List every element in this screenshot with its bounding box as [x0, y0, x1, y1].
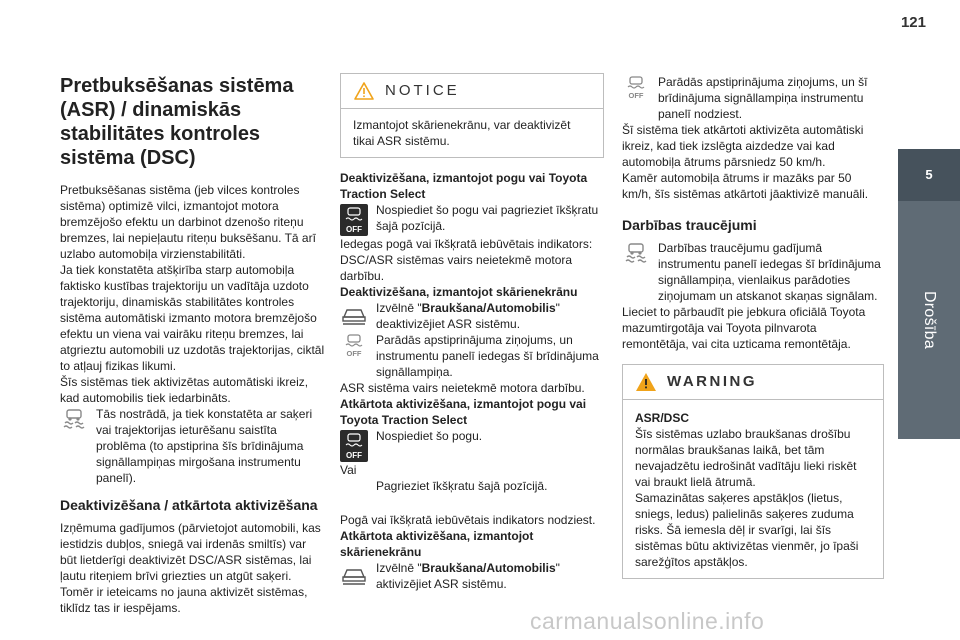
skid-warning-lamp-icon: [60, 408, 88, 432]
confirmation-message-text: Parādās apstiprinājuma ziņojums, un instrumentu panelī iedegas šī brīdinājuma signāllampiņa.: [376, 333, 599, 379]
dealer-check-text: Lieciet to pārbaudīt pie jebkura oficiālā Toyota mazumtirgotāja vai Toyota pilnvarota remontētāja, vai cita uzticama remontētāja.: [622, 305, 866, 351]
touchscreen-deactivate-row: [340, 300, 604, 332]
skid-lamp-row: [60, 406, 326, 486]
car-menu-icon: [340, 562, 368, 586]
warning-paragraph-2: Samazinātas saķeres apstākļos (lietus, sniegs, ledus) palielinās saķeres zuduma risks. Šā iemesla dēļ ir svarīgi, lai šīs sistēmas būtu aktivizētas vienmēr, jo īpaši sarežģītos apstākļos.: [635, 491, 859, 569]
watermark: carmanualsonline.info: [530, 608, 765, 634]
reactivate-advice: Tomēr ir ieteicams no jauna aktivizēt sistēmas, tiklīdz tas ir iespējams.: [60, 585, 308, 615]
touchscreen-activate-text: Izvēlnē "Braukšana/Automobilis" aktivizējiet ASR sistēmu.: [376, 561, 560, 591]
deactivation-button-heading: Deaktivizēšana, izmantojot pogu vai Toyota Traction Select: [340, 171, 588, 201]
asr-off-warning-lamp-icon: [622, 76, 650, 100]
reactivation-touchscreen-heading: Atkārtota aktivizēšana, izmantojot skārienekrānu: [340, 529, 534, 559]
chapter-label-container: [898, 201, 960, 439]
column-3: [622, 74, 884, 579]
intro-paragraph: Pretbuksēšanas sistēma (jeb vilces kontroles sistēma) optimizē vilci, izmantojot motora bremzējošo efektu un darbinot dzenošo riteņu bremzes, lai nepieļautu riteņu buksēšanu. Tā arī uzlabo automobiļa virzienstabilitāti.: [60, 183, 316, 261]
indicator-on-text: Iedegas pogā vai īkšķratā iebūvētais indikators: DSC/ASR sistēmas vairs neietekmē motora darbību.: [340, 237, 593, 283]
touchscreen-activate-row: [340, 560, 604, 592]
asr-no-effect-text: ASR sistēma vairs neietekmē motora darbību.: [340, 381, 585, 395]
column-1: [60, 74, 326, 616]
svg-text:OFF: OFF: [346, 349, 362, 358]
menu-name: Braukšana/Automobilis: [421, 561, 556, 575]
reactivation-button-heading: Atkārtota aktivizēšana, izmantojot pogu vai Toyota Traction Select: [340, 397, 587, 427]
dsc-paragraph: Ja tiek konstatēta atšķirība starp automobiļa faktisko kustības trajektoriju un vadītāja uzdoto trajektoriju, dinamiskās stabilitātes kontroles sistēma automātiski izmanto motora bremzējošo efektu un viena vai vairāku riteņu bremzes, lai atgrieztu automobili uz uzdotās trajektorijas, ciktāl to atļauj fizikas likumi.: [60, 263, 325, 373]
traction-off-button-icon: [340, 430, 368, 462]
notice-box: [340, 73, 604, 158]
warning-paragraph-1: Šīs sistēmas uzlabo braukšanas drošību normālas braukšanas laikā, bet tām nevajadzētu iedrošināt vadītāju lieki riskēt vai braukt lielā ātrumā.: [635, 427, 857, 489]
faults-heading: Darbības traucējumi: [622, 217, 757, 233]
or-text: Vai: [340, 463, 357, 477]
press-button-once-text: Nospiediet šo pogu.: [376, 429, 483, 443]
asr-off-warning-lamp-icon: [340, 334, 368, 358]
off-button-row: [340, 202, 604, 236]
svg-text:OFF: OFF: [346, 225, 362, 234]
flashing-lamp-paragraph: Tās nostrādā, ja tiek konstatēta ar saķeri vai trajektorijas ieturēšanu saistīta problēma (to apstiprina šīs brīdinājuma signāllampiņas mirgošana instrumentu panelī).: [96, 407, 313, 485]
auto-activation-paragraph: Šīs sistēmas tiek aktivizētas automātiski ikreiz, kad automobilis tiek iedarbināts.: [60, 375, 309, 405]
notice-text: Izmantojot skārienekrānu, var deaktivizēt tikai ASR sistēmu.: [353, 118, 571, 148]
fault-lamp-row: [622, 240, 884, 304]
deactivation-touchscreen-heading: Deaktivizēšana, izmantojot skārienekrānu: [340, 285, 578, 299]
warning-header: [623, 365, 883, 400]
svg-text:OFF: OFF: [346, 451, 362, 460]
indicator-off-text: Pogā vai īkšķratā iebūvētais indikators nodziest.: [340, 513, 596, 527]
column-2: [340, 73, 604, 592]
notice-triangle-icon: [353, 81, 375, 101]
deactivation-heading: Deaktivizēšana / atkārtota aktivizēšana: [60, 497, 318, 513]
warning-body: [623, 400, 883, 578]
warning-title: WARNING: [667, 373, 757, 390]
press-button-text: Nospiediet šo pogu vai pagrieziet īkšķratu šajā pozīcijā.: [376, 203, 599, 233]
section-title: Pretbuksēšanas sistēma (ASR) / dinamiskās stabilitātes kontroles sistēma (DSC): [60, 75, 294, 169]
warning-triangle-icon: [635, 372, 657, 392]
lamp-off-message-text: Parādās apstiprinājuma ziņojums, un šī brīdinājuma signāllampiņa instrumentu panelī nodziest.: [658, 75, 868, 121]
warning-box: [622, 364, 884, 579]
fault-text: Darbības traucējumu gadījumā instrumentu panelī iedegas šī brīdinājuma signāllampiņa, vienlaikus parādoties ziņojumam un atskanot skaņas signālam.: [658, 241, 881, 303]
notice-header: [341, 74, 603, 109]
skid-warning-lamp-icon: [622, 242, 650, 266]
notice-title: NOTICE: [385, 82, 460, 99]
turn-wheel-row: [376, 478, 604, 512]
press-button-row: [340, 428, 604, 462]
asr-off-lamp-row: [340, 332, 604, 380]
chapter-label: Drošība: [921, 290, 938, 350]
asr-off-lamp-row-2: [622, 74, 884, 122]
chapter-number: 5: [898, 149, 960, 201]
warning-subheading: ASR/DSC: [635, 411, 690, 425]
touchscreen-deactivate-text: Izvēlnē "Braukšana/Automobilis" deaktivizējiet ASR sistēmu.: [376, 301, 560, 331]
traction-off-button-icon: [340, 204, 368, 236]
svg-text:OFF: OFF: [628, 91, 644, 100]
auto-reactivation-text: Šī sistēma tiek atkārtoti aktivizēta automātiski ikreiz, kad tiek izslēgta aizdedze vai kad automobiļa ātrums pārsniedz 50 km/h.: [622, 123, 864, 169]
manual-reactivation-text: Kamēr automobiļa ātrums ir mazāks par 50 km/h, šīs sistēmas atkārtoti jāaktivizē manuāli.: [622, 171, 869, 201]
menu-name: Braukšana/Automobilis: [421, 301, 556, 315]
exception-paragraph: Izņēmuma gadījumos (pārvietojot automobili, kas iestidzis dubļos, sniegā vai irdenās smiltīs) var būt lietderīgi deaktivizēt DSC/ASR sistēmas, lai ļautu riteņiem brīvi griezties un atgūt saķeri.: [60, 521, 321, 583]
turn-wheel-text: Pagrieziet īkšķratu šajā pozīcijā.: [376, 479, 548, 493]
page-number: 121: [900, 14, 926, 31]
car-menu-icon: [340, 302, 368, 326]
